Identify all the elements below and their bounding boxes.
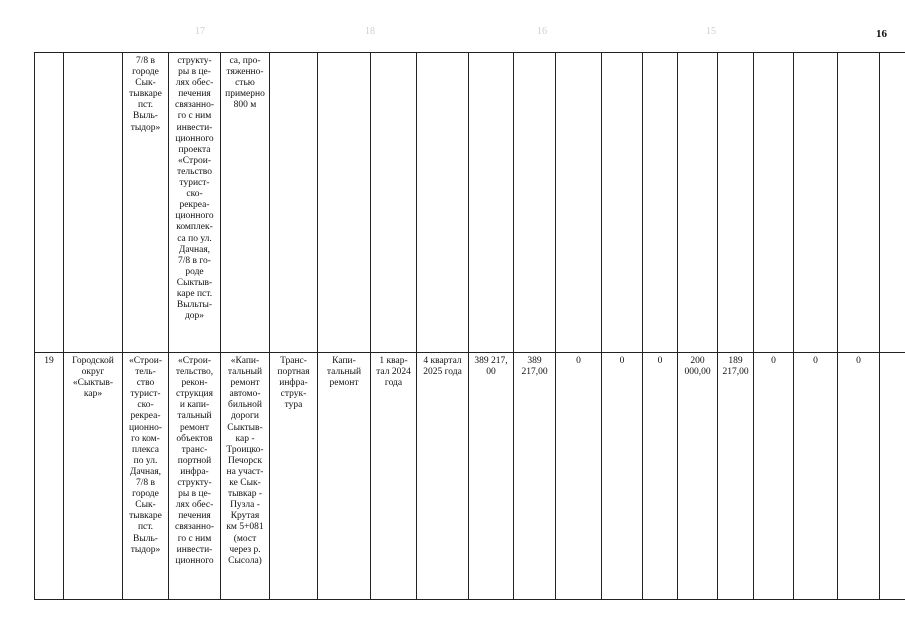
table-cell bbox=[371, 53, 417, 353]
work-type-cell: Капи- тальный ремонт bbox=[318, 353, 371, 600]
faint-page-number: 16 bbox=[537, 26, 547, 37]
table-cell bbox=[469, 53, 514, 353]
table-cell bbox=[417, 53, 469, 353]
table-cell bbox=[270, 53, 318, 353]
table-cell: 7/8 в городе Сык- тывкаре пст. Выль- тыдор» bbox=[123, 53, 169, 353]
municipality-cell: Городской округ «Сыктыв- кар» bbox=[64, 353, 123, 600]
amount-cell: 0 bbox=[794, 353, 838, 600]
object-name-cell: «Капи- тальный ремонт автомо- бильной дороги Сыктыв- кар - Троицко- Печорск на участ- ке Сык- тывкар - Пузла - Крутая км 5+081 (мост через р. Сысола) bbox=[221, 353, 270, 600]
table-cell bbox=[880, 353, 905, 600]
amount-cell: 0 bbox=[754, 353, 794, 600]
table-cell bbox=[794, 53, 838, 353]
amount-cell: 189 217,00 bbox=[718, 353, 754, 600]
table-cell bbox=[880, 53, 905, 353]
table-cell bbox=[556, 53, 602, 353]
investment-project-cell: «Строи- тель- ство турист- ско- рекреа- ционно- го ком- плекса по ул. Дачная, 7/8 в городе Сык- тывкаре пст. Выль- тыдор» bbox=[123, 353, 169, 600]
table-row bbox=[35, 53, 905, 353]
amount-cell: 0 bbox=[643, 353, 678, 600]
table-row bbox=[35, 353, 905, 600]
amount-cell: 0 bbox=[556, 353, 602, 600]
amount-cell: 0 bbox=[602, 353, 643, 600]
start-date-cell: 1 квар- тал 2024 года bbox=[371, 353, 417, 600]
amount-cell: 389 217,00 bbox=[514, 353, 556, 600]
table-cell: структу- ры в це- лях обес- печения связанно- го с ним инвести- ционного проекта «Строи- тельство турист- ско- рекреа- ционного комплек- са по ул. Дачная, 7/8 в го- роде Сыктыв- каре пст. Выльты- дор» bbox=[169, 53, 221, 353]
faint-page-number: 17 bbox=[195, 26, 205, 37]
table-cell bbox=[64, 53, 123, 353]
table-cell: са, про- тяженно- стью примерно 800 м bbox=[221, 53, 270, 353]
amount-cell: 0 bbox=[838, 353, 880, 600]
table-cell bbox=[318, 53, 371, 353]
project-table bbox=[34, 52, 905, 600]
table-cell bbox=[678, 53, 718, 353]
document-page bbox=[34, 52, 891, 608]
table-cell bbox=[35, 53, 64, 353]
amount-cell: 389 217, 00 bbox=[469, 353, 514, 600]
faint-page-number: 18 bbox=[365, 26, 375, 37]
table-cell bbox=[754, 53, 794, 353]
event-name-cell: «Строи- тельство, рекон- струкция и капи- тальный ремонт объектов транс- портной инфра- структу- ры в це- лях обес- печения связанно- го с ним инвести- ционного bbox=[169, 353, 221, 600]
faint-page-number: 15 bbox=[706, 26, 716, 37]
table-cell bbox=[602, 53, 643, 353]
amount-cell: 200 000,00 bbox=[678, 353, 718, 600]
infrastructure-type-cell: Транс- портная инфра- струк- тура bbox=[270, 353, 318, 600]
table-cell bbox=[718, 53, 754, 353]
table-cell bbox=[838, 53, 880, 353]
end-date-cell: 4 квартал 2025 года bbox=[417, 353, 469, 600]
page-number: 16 bbox=[876, 28, 887, 40]
table-cell bbox=[514, 53, 556, 353]
row-number-cell: 19 bbox=[35, 353, 64, 600]
table-cell bbox=[643, 53, 678, 353]
